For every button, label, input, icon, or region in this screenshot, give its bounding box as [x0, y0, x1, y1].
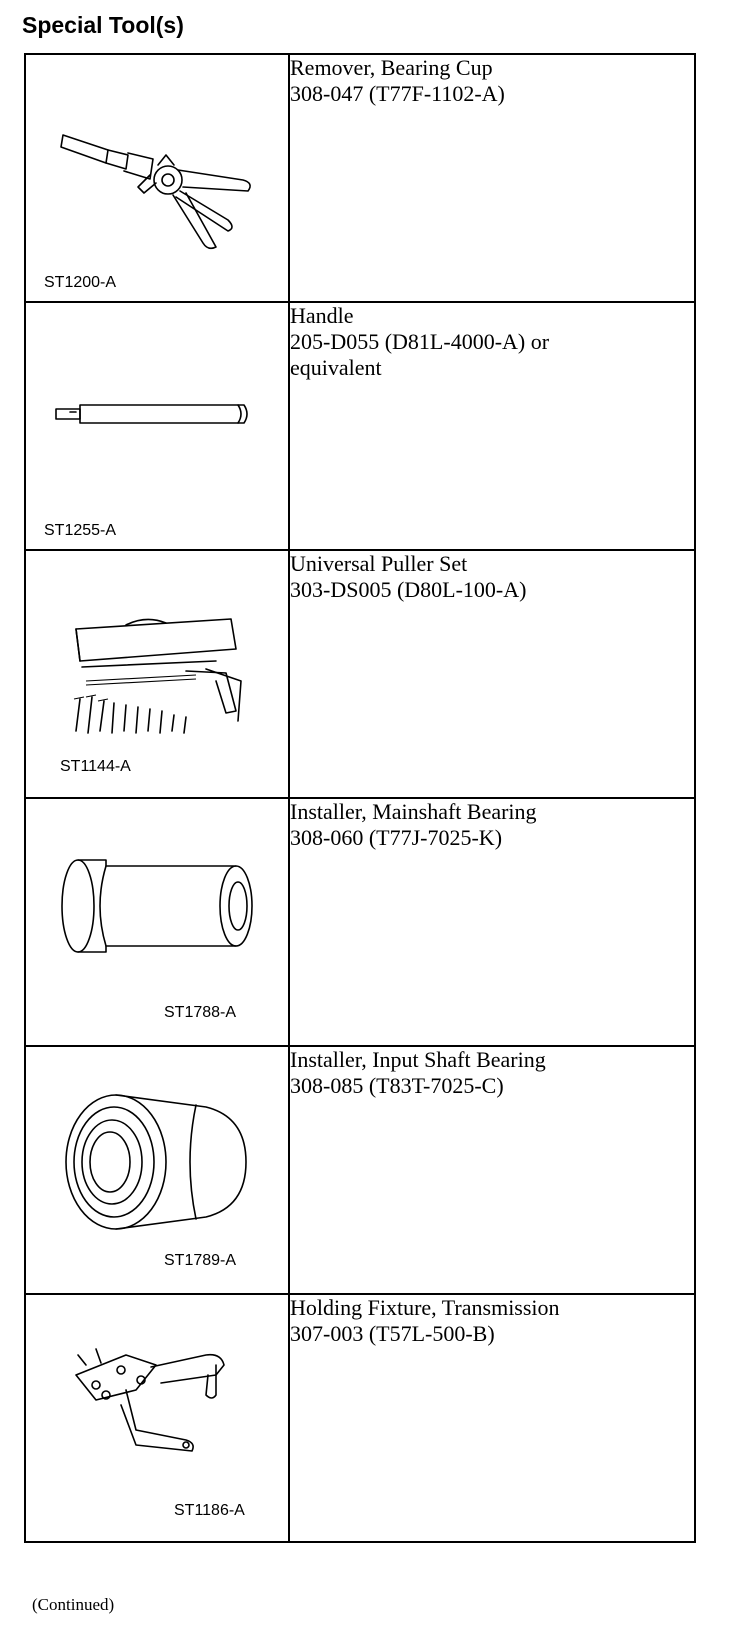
special-tools-table	[24, 53, 696, 1543]
tool-description	[289, 1046, 695, 1294]
tool-description	[289, 302, 695, 550]
tool-code: ST1789-A	[164, 1252, 237, 1269]
tool-code: ST1255-A	[44, 522, 117, 539]
tool-part-number: 307-003 (T57L-500-B)	[290, 1321, 495, 1346]
tool-illustration-cell	[25, 1046, 289, 1294]
tool-illustration-cell	[25, 1294, 289, 1542]
tool-description	[289, 550, 695, 798]
tool-name: Installer, Mainshaft Bearing	[290, 799, 537, 824]
table-row	[25, 302, 695, 550]
tool-code: ST1788-A	[164, 1004, 237, 1021]
bearing-cup-remover-icon	[58, 125, 268, 255]
tool-part-number: 303-DS005 (D80L-100-A)	[290, 577, 527, 602]
tool-name: Installer, Input Shaft Bearing	[290, 1047, 546, 1072]
tool-name: Universal Puller Set	[290, 551, 468, 576]
holding-fixture-icon	[66, 1335, 246, 1465]
tool-description	[289, 54, 695, 302]
tool-illustration-cell	[25, 798, 289, 1046]
table-row	[25, 54, 695, 302]
tool-code: ST1186-A	[174, 1502, 245, 1519]
tool-code: ST1200-A	[44, 274, 117, 291]
tool-illustration-cell	[25, 550, 289, 798]
tool-name: Handle	[290, 303, 354, 328]
mainshaft-bearing-installer-icon	[56, 854, 256, 964]
tool-name: Remover, Bearing Cup	[290, 55, 493, 80]
handle-icon	[52, 399, 252, 429]
tool-part-number: 308-047 (T77F-1102-A)	[290, 81, 505, 106]
table-row	[25, 1294, 695, 1542]
tool-description	[289, 1294, 695, 1542]
tool-part-number: 205-D055 (D81L-4000-A) or	[290, 329, 550, 354]
tool-description	[289, 798, 695, 1046]
tool-code: ST1144-A	[60, 758, 131, 775]
continued-note: (Continued)	[32, 1595, 115, 1614]
puller-set-icon	[66, 611, 246, 741]
input-shaft-bearing-installer-icon	[56, 1087, 256, 1237]
tool-illustration-cell	[25, 302, 289, 550]
table-row	[25, 1046, 695, 1294]
tool-part-number: 308-060 (T77J-7025-K)	[290, 825, 503, 850]
tool-illustration-cell	[25, 54, 289, 302]
table-row	[25, 798, 695, 1046]
tool-name: Holding Fixture, Transmission	[290, 1295, 560, 1320]
tool-part-number: 308-085 (T83T-7025-C)	[290, 1073, 504, 1098]
tool-note: equivalent	[290, 355, 382, 380]
table-row	[25, 550, 695, 798]
page-title: Special Tool(s)	[22, 12, 184, 38]
